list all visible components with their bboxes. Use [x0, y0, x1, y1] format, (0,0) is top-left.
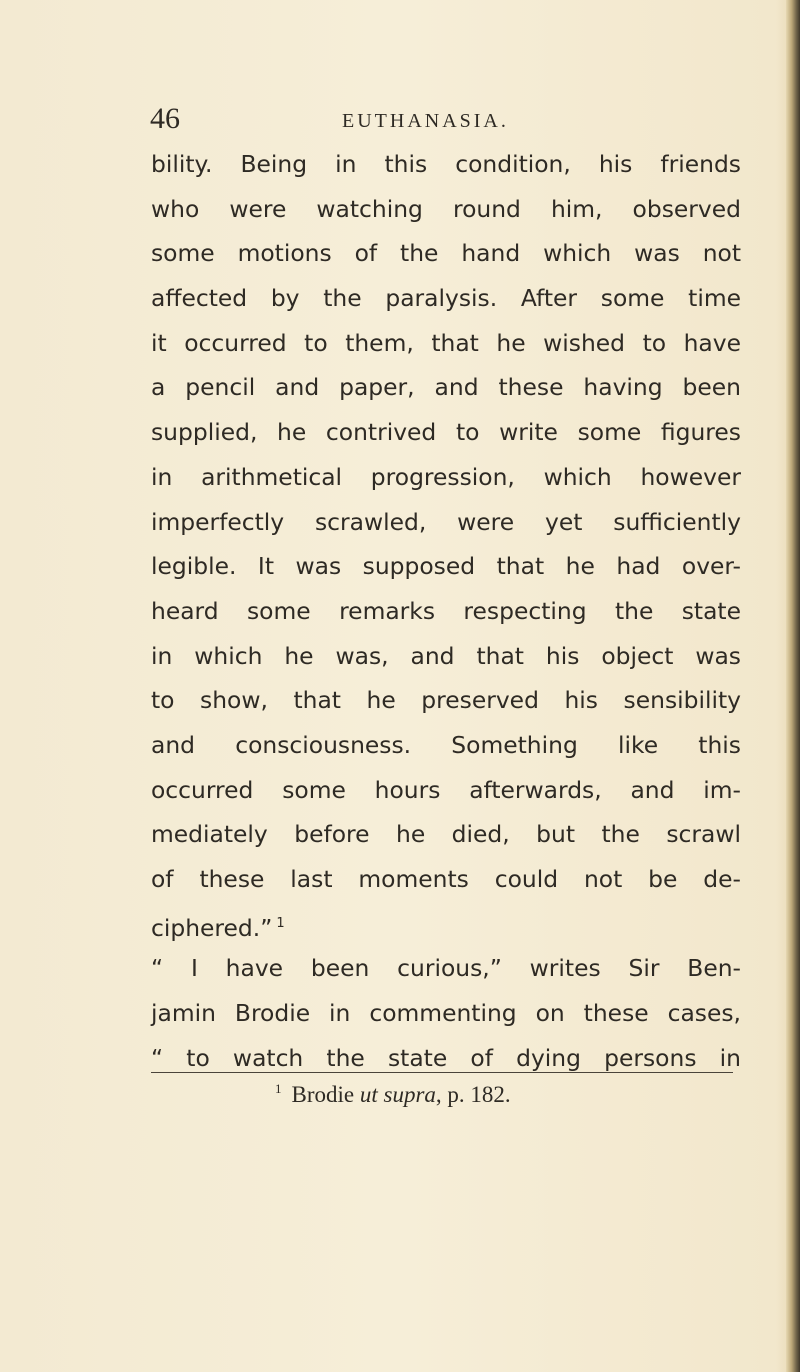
footnote-citation: , p. 182.	[435, 1082, 511, 1107]
text-line: in which he was, and that his object was	[151, 641, 741, 670]
footnote	[275, 1081, 511, 1108]
text-line: who were watching round him, observed	[151, 194, 741, 223]
text-line: in arithmetical progression, which however	[151, 462, 741, 491]
text-line-with-footnote-ref	[151, 902, 741, 947]
text-line: mediately before he died, but the scrawl	[151, 820, 741, 849]
text-line: heard some remarks respecting the state	[151, 596, 741, 625]
text-line: imperfectly scrawled, were yet sufficiently	[151, 507, 741, 536]
running-head: EUTHANASIA.	[342, 110, 509, 132]
page-number: 46	[150, 102, 180, 135]
footnote-rule	[151, 1072, 733, 1073]
text-line: to show, that he preserved his sensibility	[151, 686, 741, 715]
text-line: occurred some hours afterwards, and im-	[151, 775, 741, 804]
text-line: affected by the paralysis. After some time	[151, 284, 741, 313]
footnote-reference: 1	[276, 915, 285, 931]
footnote-author: Brodie	[291, 1082, 355, 1107]
body-text	[151, 142, 741, 1080]
footnote-italic: ut supra	[359, 1082, 436, 1107]
footnote-number: 1	[275, 1081, 282, 1096]
text-line: a pencil and paper, and these having been	[151, 373, 741, 402]
book-spine-shadow	[786, 0, 800, 1372]
text-line: bility. Being in this condition, his friends	[151, 150, 741, 178]
text-line-content: ciphered.”	[151, 913, 273, 942]
text-line: legible. It was supposed that he had over-	[151, 552, 741, 581]
text-line: “ I have been curious,” writes Sir Ben-	[151, 954, 741, 983]
text-line: “ to watch the state of dying persons in	[151, 1043, 741, 1072]
text-line: and consciousness. Something like this	[151, 730, 741, 759]
text-line: some motions of the hand which was not	[151, 239, 741, 268]
text-line: jamin Brodie in commenting on these cases,	[151, 999, 741, 1028]
text-line: it occurred to them, that he wished to have	[151, 328, 741, 357]
page-header	[0, 102, 800, 142]
text-line: of these last moments could not be de-	[151, 865, 741, 893]
text-line: supplied, he contrived to write some figures	[151, 418, 741, 447]
